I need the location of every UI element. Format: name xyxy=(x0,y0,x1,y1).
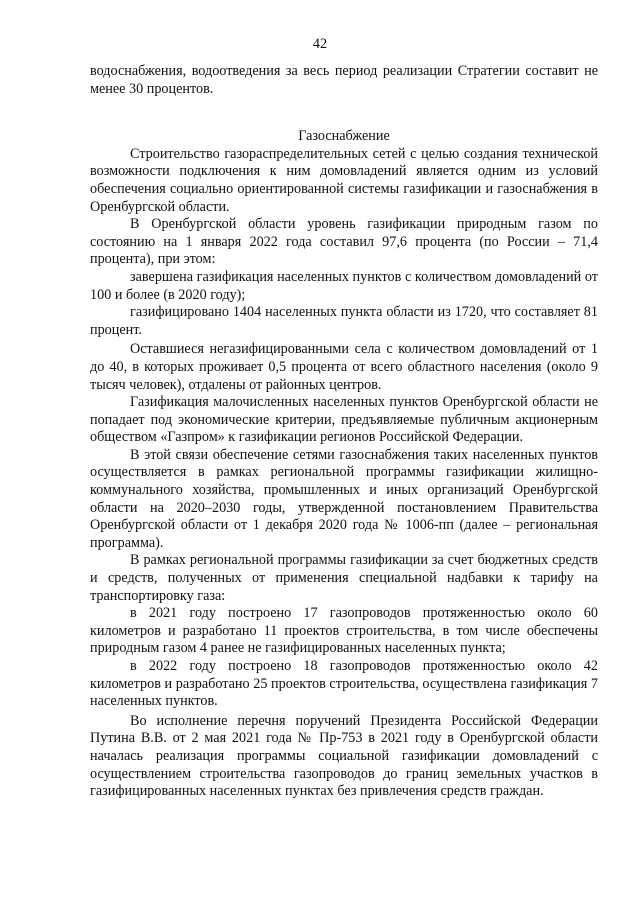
paragraph: В рамках региональной программы газификации за счет бюджетных средств и средств, полученных от применения специальной надбавки к тарифу на транспортировку газа: xyxy=(90,552,598,604)
paragraph: Во исполнение перечня поручений Президента Российской Федерации Путина В.В. от 2 мая 2021 года № Пр-753 в 2021 году в Оренбургской области началась реализация программы социальной газификации домовладений с осуществлением строительства газопроводов до границ земельных участков в газифицированных населенных пунктах без привлечения средств граждан. xyxy=(90,712,598,800)
paragraph: Газификация малочисленных населенных пунктов Оренбургской области не попадает под экономические критерии, предъявляемые публичным акционерным обществом «Газпром» к газификации регионов Российской Федерации. xyxy=(90,394,598,446)
section-title: Газоснабжение xyxy=(298,128,390,145)
paragraph: В Оренбургской области уровень газификации природным газом по состоянию на 1 января 2022 года составил 97,6 процента (по России – 71,4 процента), при этом: xyxy=(90,216,598,268)
paragraph: Строительство газораспределительных сетей с целью создания технической возможности подключения к ним домовладений является одним из условий обеспечения социально ориентированной системы газификации и газоснабжения в Оренбургской области. xyxy=(90,145,598,215)
paragraph: в 2021 году построено 17 газопроводов протяженностью около 60 километров и разработано 11 проектов строительства, в том числе обеспечены природным газом 4 ранее не газифицированных населенных пункта; xyxy=(90,605,598,657)
page-number: 42 xyxy=(312,36,328,52)
paragraph: газифицировано 1404 населенных пункта области из 1720, что составляет 81 процент. xyxy=(90,304,598,338)
lead-paragraph: водоснабжения, водоотведения за весь период реализации Стратегии составит не менее 30 процентов. xyxy=(90,63,598,97)
paragraph: Оставшиеся негазифицированными села с количеством домовладений от 1 до 40, в которых проживает 0,5 процента от всего областного населения (около 9 тысяч человек), отдалены от районных центров. xyxy=(90,341,598,393)
paragraph: В этой связи обеспечение сетями газоснабжения таких населенных пунктов осуществляется в рамках региональной программы газификации жилищно-коммунального хозяйства, промышленных и иных организаций Оренбургской области на 2020–2030 годы, утвержденной постановлением Правительства Оренбургской области от 1 декабря 2020 года № 1006-пп (далее – региональная программа). xyxy=(90,446,598,551)
document-body xyxy=(90,63,598,801)
paragraph: завершена газификация населенных пунктов с количеством домовладений от 100 и более (в 2020 году); xyxy=(90,268,598,303)
paragraph: в 2022 году построено 18 газопроводов протяженностью около 42 километров и разработано 25 проектов строительства, осуществлена газификация 7 населенных пунктов. xyxy=(90,658,598,710)
